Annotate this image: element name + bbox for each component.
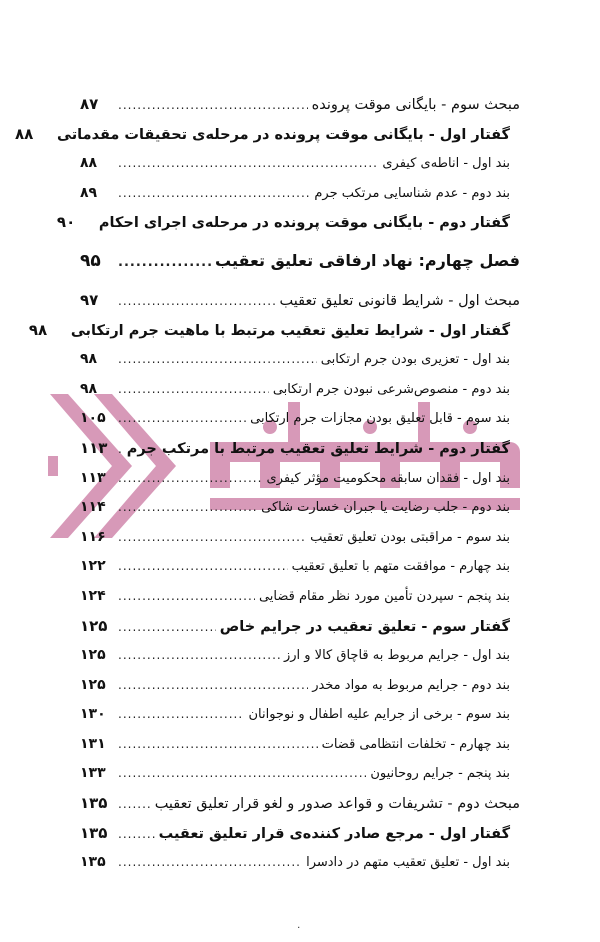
toc-entry bbox=[80, 523, 520, 553]
toc-page-number: ۱۲۵ bbox=[80, 647, 106, 664]
toc-leader-dots bbox=[118, 149, 378, 179]
toc-page-number: ۱۲۲ bbox=[80, 558, 106, 575]
toc-leader-dots bbox=[118, 375, 269, 405]
toc-entry-title: مبحث دوم - تشریفات و قواعد صدور و لغو قرار تعلیق تعقیب bbox=[154, 796, 520, 813]
toc-leader-dots bbox=[118, 287, 276, 317]
toc-entry-title: بند دوم - جرایم مربوط به مواد مخدر bbox=[312, 677, 510, 693]
toc-entry bbox=[80, 582, 520, 612]
toc-entry bbox=[80, 404, 520, 434]
toc-entry bbox=[80, 434, 520, 464]
toc-leader-dots bbox=[118, 613, 216, 643]
toc-page-number: ۸۹ bbox=[80, 184, 98, 201]
toc-leader-dots bbox=[118, 848, 302, 878]
toc-entry-title: مبحث سوم - بایگانی موقت پرونده bbox=[311, 97, 520, 113]
toc-entry-title: بند چهارم - موافقت متهم با تعلیق تعقیب bbox=[291, 559, 510, 575]
toc-leader-dots bbox=[118, 404, 246, 434]
toc-entry-title: گفتار اول - مرجع صادر کننده‌ی قرار تعلیق تعقیب bbox=[158, 825, 510, 842]
toc-page-number: ۸۸ bbox=[15, 124, 34, 143]
toc-leader-dots bbox=[118, 552, 288, 582]
table-of-contents bbox=[15, 90, 520, 878]
toc-page-number: ۹۸ bbox=[28, 320, 48, 339]
toc-entry-title: بند سوم - مراقبتی بودن تعلیق تعقیب bbox=[310, 529, 510, 545]
toc-entry bbox=[80, 819, 520, 849]
toc-entry-title: گفتار سوم - تعلیق تعقیب در جرایم خاص bbox=[219, 618, 510, 635]
toc-page-number: ۱۱۳ bbox=[80, 469, 106, 486]
toc-entry-title: بند سوم - برخی از جرایم علیه اطفال و نوجوانان bbox=[248, 707, 510, 723]
toc-entry-title: گفتار اول - شرایط تعلیق تعقیب مرتبط با ماهیت جرم ارتکابی bbox=[70, 322, 510, 339]
toc-page-number: ۸۷ bbox=[80, 95, 99, 113]
toc-entry-title: بند پنجم - جرایم روحانیون bbox=[370, 766, 510, 782]
toc-entry bbox=[80, 641, 520, 671]
toc-entry-title: گفتار اول - بایگانی موقت پرونده در مرحله‌ی تحقیقات مقدماتی bbox=[57, 126, 510, 143]
toc-leader-dots bbox=[118, 730, 318, 760]
toc-entry-title: بند اول - جرایم مربوط به قاچاق کالا و ارز bbox=[283, 648, 510, 664]
toc-leader-dots bbox=[118, 641, 280, 671]
toc-entry-title: بند دوم - جلب رضایت یا جبران خسارت شاکی bbox=[261, 500, 510, 516]
toc-entry-title: بند اول - فقدان سابقه محکومیت مؤثر کیفری bbox=[266, 470, 510, 486]
toc-entry bbox=[80, 345, 520, 375]
toc-entry bbox=[80, 848, 520, 878]
toc-entry bbox=[80, 179, 520, 209]
toc-page-number: ۹۸ bbox=[80, 380, 98, 397]
toc-entry-title: بند اول - تعزیری بودن جرم ارتکابی bbox=[320, 352, 510, 368]
toc-leader-dots bbox=[118, 464, 262, 494]
toc-entry-title: بند پنجم - سپردن تأمین مورد نظر مقام قضایی bbox=[258, 588, 510, 604]
toc-entry bbox=[28, 316, 520, 346]
toc-page-number: ۸۸ bbox=[80, 155, 98, 172]
toc-entry bbox=[80, 375, 520, 405]
toc-page-number: ۱۲۵ bbox=[80, 676, 106, 693]
toc-page-number: ۹۷ bbox=[80, 290, 99, 309]
toc-entry-title: بند دوم - عدم شناسایی مرتکب جرم bbox=[314, 185, 510, 201]
toc-leader-dots bbox=[118, 700, 244, 730]
toc-page-number: ۱۳۳ bbox=[80, 765, 106, 782]
toc-entry bbox=[80, 789, 520, 819]
toc-entry-title: گفتار دوم - شرایط تعلیق تعقیب مرتبط با مرتکب جرم bbox=[126, 440, 510, 457]
toc-entry bbox=[80, 671, 520, 701]
page-footer-mark: ۰ bbox=[296, 922, 302, 933]
toc-page-number: ۱۳۵ bbox=[80, 823, 108, 842]
toc-leader-dots bbox=[118, 435, 123, 465]
toc-entry bbox=[15, 120, 520, 150]
toc-page-number: ۱۱۶ bbox=[80, 528, 106, 545]
toc-leader-dots bbox=[118, 345, 317, 375]
toc-page-number: ۱۲۵ bbox=[80, 616, 108, 635]
toc-leader-dots bbox=[118, 179, 310, 209]
toc-page-number: ۹۰ bbox=[56, 213, 76, 232]
toc-leader-dots bbox=[118, 759, 366, 789]
toc-leader-dots bbox=[118, 790, 151, 820]
toc-page-number: ۱۳۱ bbox=[80, 735, 106, 752]
toc-entry-title: بند اول - اناطه‌ی کیفری bbox=[382, 156, 510, 172]
toc-page-number: ۱۱۴ bbox=[80, 499, 106, 516]
toc-page-number: ۹۵ bbox=[80, 250, 101, 271]
toc-page-number: ۱۳۰ bbox=[80, 706, 106, 723]
toc-entry bbox=[80, 552, 520, 582]
toc-leader-dots bbox=[118, 671, 308, 701]
toc-entry bbox=[56, 208, 520, 238]
toc-entry bbox=[80, 759, 520, 789]
toc-entry bbox=[80, 612, 520, 642]
toc-entry-title: بند چهارم - تخلفات انتظامی قضات bbox=[321, 736, 510, 752]
toc-entry-title: فصل چهارم: نهاد ارفاقی تعلیق تعقیب bbox=[215, 250, 520, 270]
toc-entry bbox=[80, 493, 520, 523]
toc-page-number: ۹۸ bbox=[80, 351, 98, 368]
toc-entry-title: بند سوم - قابل تعلیق بودن مجازات جرم ارتکابی bbox=[250, 411, 510, 427]
toc-page-number: ۱۳۵ bbox=[80, 854, 106, 871]
toc-entry bbox=[80, 700, 520, 730]
toc-entry bbox=[80, 464, 520, 494]
toc-entry-title: گفتار دوم - بایگانی موقت پرونده در مرحله‌ی اجرای احکام bbox=[98, 215, 510, 232]
toc-leader-dots bbox=[118, 820, 155, 850]
toc-leader-dots bbox=[118, 523, 306, 553]
toc-leader-dots bbox=[118, 242, 211, 284]
toc-entry-title: مبحث اول - شرایط قانونی تعلیق تعقیب bbox=[279, 292, 520, 309]
toc-page-number: ۱۳۵ bbox=[80, 794, 108, 813]
toc-entry-title: بند اول - تعلیق تعقیب متهم در دادسرا bbox=[306, 855, 510, 871]
toc-leader-dots bbox=[118, 493, 257, 523]
toc-page-number: ۱۲۴ bbox=[80, 587, 106, 604]
toc-entry bbox=[80, 286, 520, 316]
toc-entry-title: بند دوم - منصوص‌شرعی نبودن جرم ارتکابی bbox=[272, 381, 510, 397]
toc-entry bbox=[80, 149, 520, 179]
toc-entry bbox=[80, 730, 520, 760]
toc-chapter-heading bbox=[80, 240, 520, 282]
toc-entry bbox=[80, 90, 520, 120]
toc-leader-dots bbox=[118, 91, 308, 121]
toc-page-number: ۱۰۵ bbox=[80, 410, 106, 427]
toc-page-number: ۱۱۳ bbox=[80, 438, 108, 457]
toc-leader-dots bbox=[118, 582, 255, 612]
